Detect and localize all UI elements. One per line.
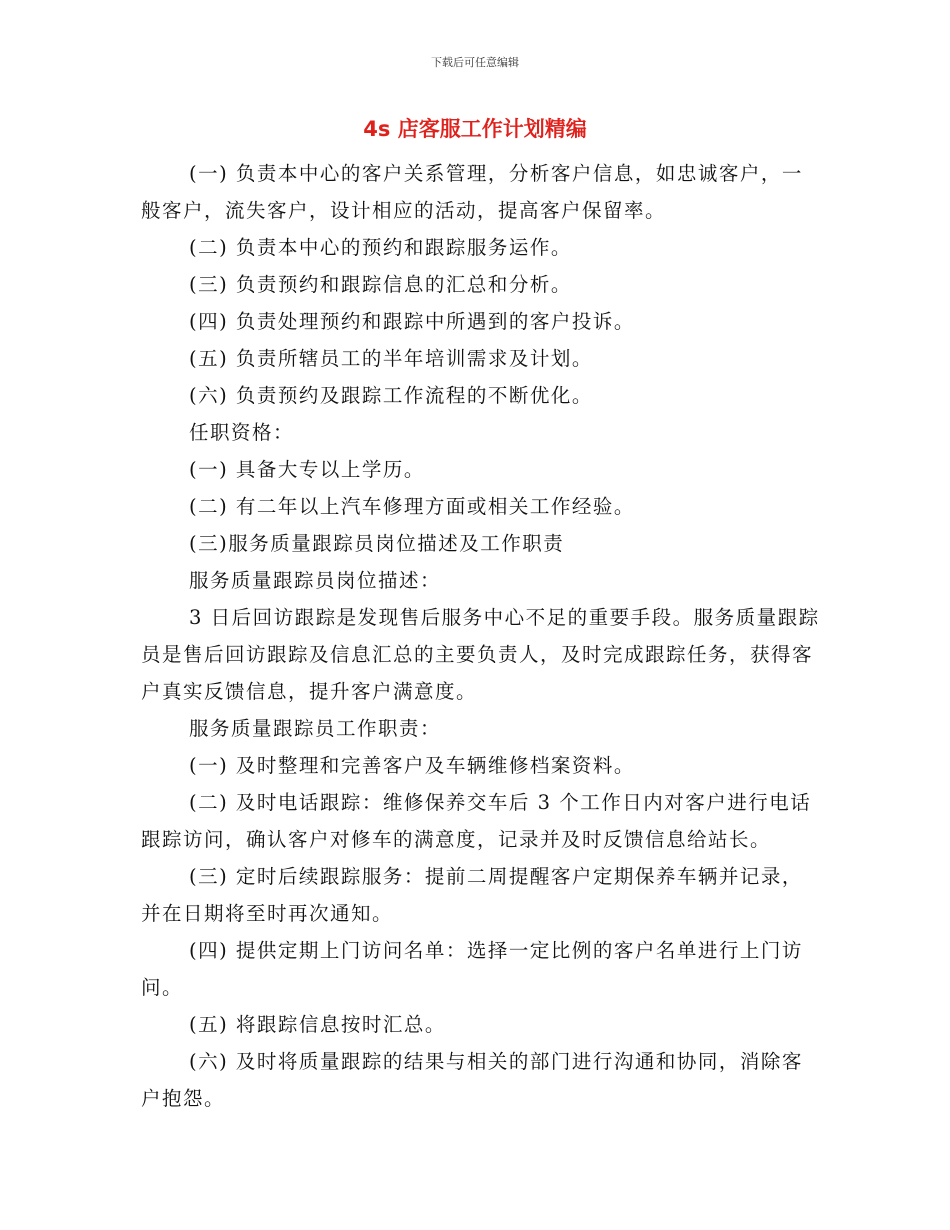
header-note: 下载后可任意编辑 (431, 56, 519, 69)
section-heading: 服务质量跟踪员岗位描述： (189, 569, 442, 592)
paragraph: (四) 负责处理预约和跟踪中所遇到的客户投诉。 (189, 310, 635, 333)
paragraph: 3 日后回访跟踪是发现售后服务中心不足的重要手段。服务质量跟踪员是售后回访跟踪及信息汇总的主要负责人，及时完成跟踪任务，获得客户真实反馈信息，提升客户满意度。 (141, 606, 820, 703)
paragraph: (二) 负责本中心的预约和跟踪服务运作。 (189, 236, 572, 259)
section-heading: 任职资格： (189, 421, 295, 444)
paragraph: (三)服务质量跟踪员岗位描述及工作职责 (189, 532, 565, 555)
paragraph: (一) 负责本中心的客户关系管理，分析客户信息，如忠诚客户，一般客户，流失客户，设计相应的活动，提高客户保留率。 (141, 162, 803, 222)
paragraph: (六) 负责预约及跟踪工作流程的不断优化。 (189, 384, 593, 407)
paragraph: (一) 及时整理和完善客户及车辆维修档案资料。 (189, 754, 635, 777)
paragraph: (二) 及时电话跟踪：维修保养交车后 3 个工作日内对客户进行电话跟踪访问，确认客户对修车的满意度，记录并及时反馈信息给站长。 (141, 791, 812, 851)
document-title: 4s 店客服工作计划精编 (363, 117, 587, 141)
paragraph: (五) 负责所辖员工的半年培训需求及计划。 (189, 347, 593, 370)
paragraph: (四) 提供定期上门访问名单：选择一定比例的客户名单进行上门访问。 (141, 939, 803, 999)
paragraph: (三) 负责预约和跟踪信息的汇总和分析。 (189, 273, 572, 296)
paragraph: (六) 及时将质量跟踪的结果与相关的部门进行沟通和协同，消除客户抱怨。 (141, 1050, 803, 1110)
section-heading: 服务质量跟踪员工作职责： (189, 717, 442, 740)
paragraph: (五) 将跟踪信息按时汇总。 (189, 1013, 446, 1036)
paragraph: (三) 定时后续跟踪服务：提前二周提醒客户定期保养车辆并记录，并在日期将至时再次通知。 (141, 865, 803, 925)
document-body (141, 155, 821, 1117)
paragraph: (二) 有二年以上汽车修理方面或相关工作经验。 (189, 495, 635, 518)
paragraph: (一) 具备大专以上学历。 (189, 458, 425, 481)
